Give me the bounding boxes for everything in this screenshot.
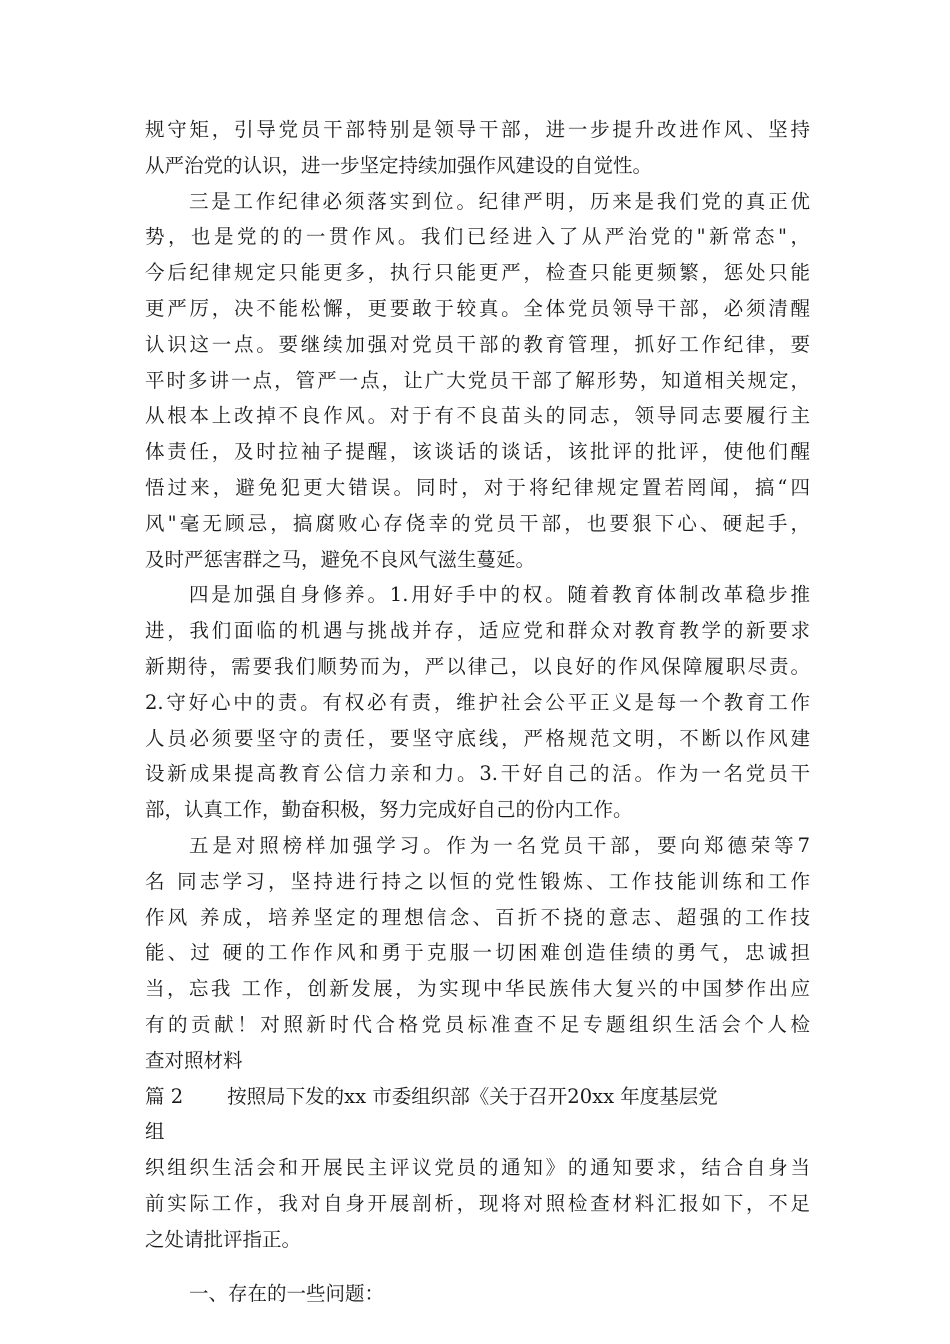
paragraph-4 [145,828,810,1079]
paragraph-2 [145,184,810,578]
text-line: 悟过来，避免犯更大错误。同时，对于将纪律规定置若罔闻，搞“四 [145,475,810,499]
text-line: 2.守好心中的责。有权必有责，维护社会公平正义是每一个教育工作 [145,690,810,714]
text-line: 势，也是党的的一贯作风。我们已经进入了从严治党的"新常态"， [145,225,810,249]
text-line: 五是对照榜样加强学习。作为一名党员干部，要向郑德荣等7 [189,833,810,857]
text-line: 进，我们面临的机遇与挑战并存，适应党和群众对教育教学的新要求 [145,619,810,643]
section-heading-text: 按照局下发的xx 市委组织部《关于召开20xx 年度基层党 [227,1084,718,1108]
paragraph-3 [145,577,810,828]
text-line: 三是工作纪律必须落实到位。纪律严明，历来是我们党的真正优 [189,189,810,213]
text-line: 规守矩，引导党员干部特别是领导干部，进一步提升改进作风、坚持 [145,118,810,141]
text-line: 及时严惩害群之马，避免不良风气滋生蔓延。 [145,547,536,571]
text-line: 前实际工作，我对自身开展剖析，现将对照检查材料汇报如下，不足 [145,1191,810,1215]
text-line: 四是加强自身修养。1.用好手中的权。随着教育体制改革稳步推 [189,583,810,607]
paragraph-1 [145,112,810,184]
document-page [145,112,810,1311]
text-line: 更严厉，决不能松懈，更要敢于较真。全体党员领导干部，必须清醒 [145,296,810,320]
text-line: 作风 养成，培养坚定的理想信念、百折不挠的意志、超强的工作技 [145,905,810,929]
text-line: 能、过 硬的工作作风和勇于克服一切困难创造佳绩的勇气，忠诚担 [145,941,810,965]
section-2 [145,1079,810,1258]
text-line: 有的贡献！对照新时代合格党员标准查不足专题组织生活会个人检 [145,1012,810,1036]
section-label: 篇 2 [145,1084,184,1108]
text-line: 新期待，需要我们顺势而为，严以律己，以良好的作风保障履职尽责。 [145,654,810,678]
text-line: 从严治党的认识，进一步坚定持续加强作风建设的自觉性。 [145,153,653,177]
text-line: 今后纪律规定只能更多，执行只能更严，检查只能更频繁，惩处只能 [145,261,810,285]
text-line: 设新成果提高教育公信力亲和力。3.干好自己的活。作为一名党员干 [145,762,810,786]
text-line: 之处请批评指正。 [145,1227,302,1251]
text-line: 从根本上改掉不良作风。对于有不良苗头的同志，领导同志要履行主 [145,404,810,428]
text-line: 平时多讲一点，管严一点，让广大党员干部了解形势，知道相关规定， [145,368,810,392]
text-line: 体责任，及时拉袖子提醒，该谈话的谈话，该批评的批评，使他们醒 [145,440,810,464]
text-line: 织组织生活会和开展民主评议党员的通知》的通知要求，结合自身当 [145,1156,810,1180]
text-line: 认识这一点。要继续加强对党员干部的教育管理，抓好工作纪律，要 [145,332,810,356]
text-line: 组 [145,1120,165,1144]
text-line: 当，忘我 工作，创新发展，为实现中华民族伟大复兴的中国梦作出应 [145,977,810,1001]
text-line: 查对照材料 [145,1048,243,1072]
text-line: 名 同志学习，坚持进行持之以恒的党性锻炼、工作技能训练和工作 [145,869,810,893]
text-line: 人员必须要坚守的责任，要坚守底线，严格规范文明，不断以作风建 [145,726,810,750]
text-line: 部，认真工作，勤奋积极，努力完成好自己的份内工作。 [145,798,633,822]
subheading: 一、存在的一些问题： [189,1281,385,1305]
section-heading-line [145,1079,810,1115]
text-line: 风"毫无顾忌，搞腐败心存侥幸的党员干部，也要狠下心、硬起手， [145,511,810,535]
